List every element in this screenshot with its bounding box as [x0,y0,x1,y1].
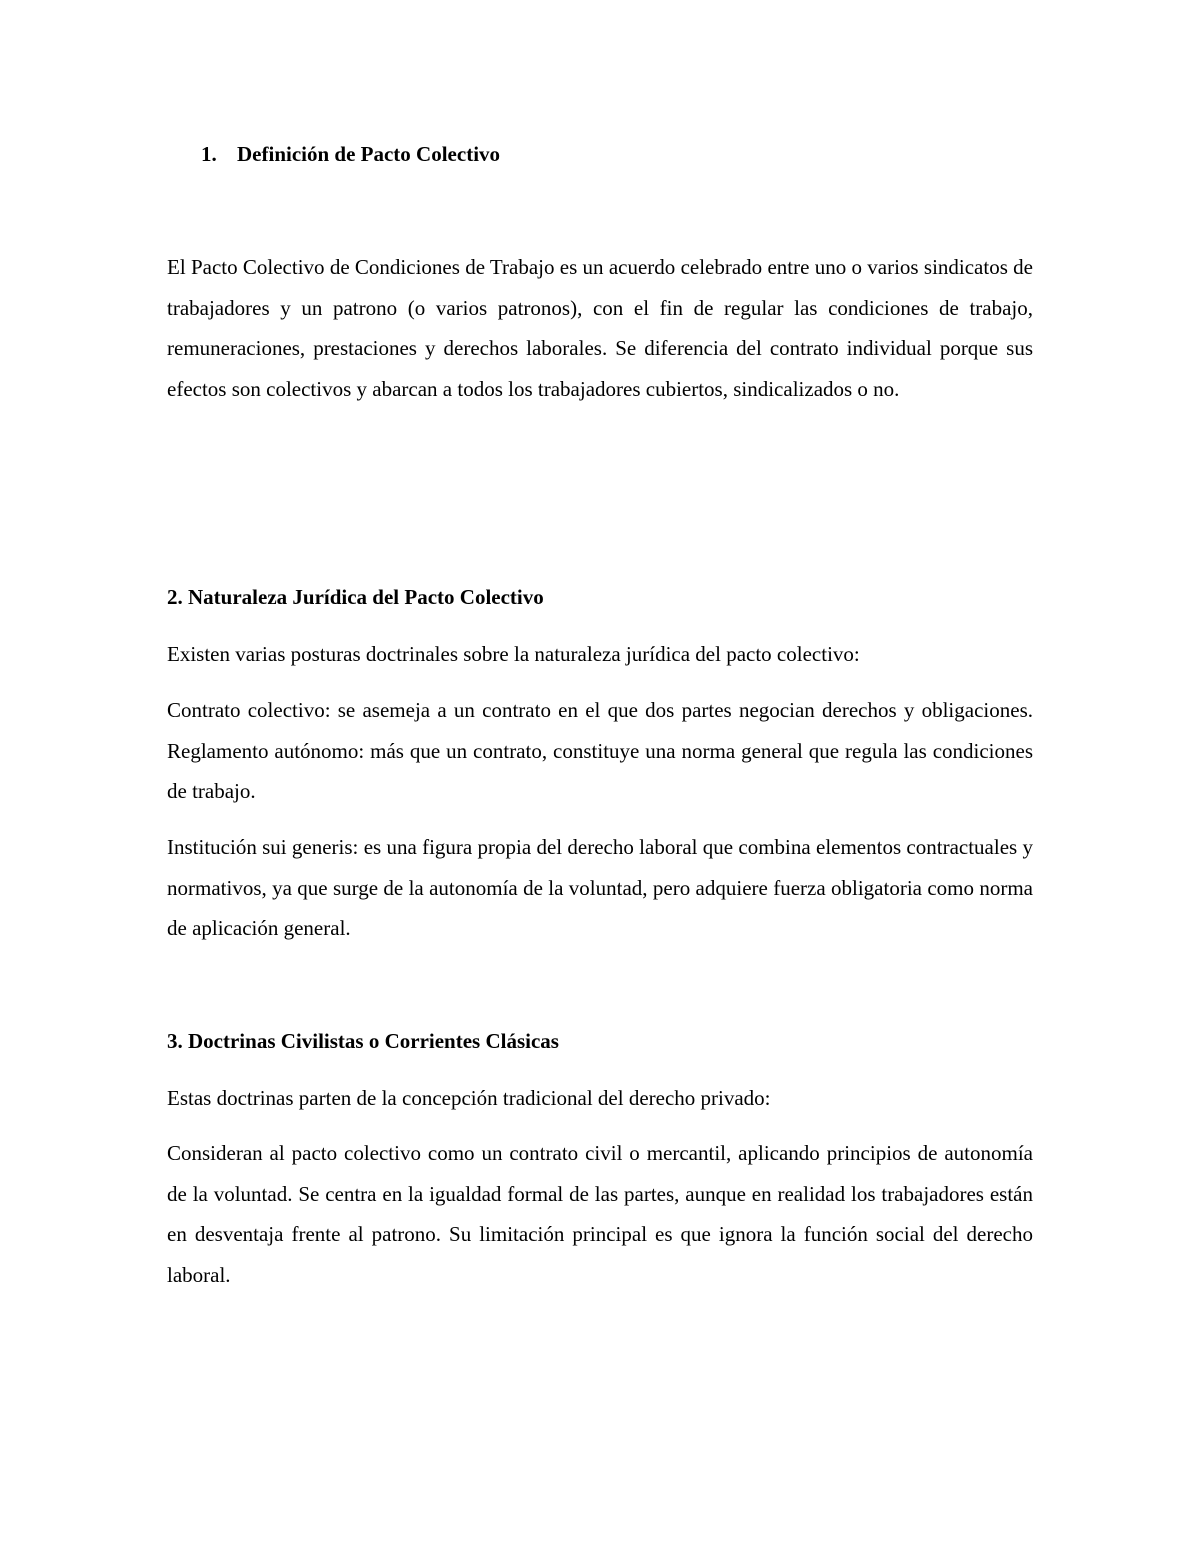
section-2-institution-paragraph: Institución sui generis: es una figura propia del derecho laboral que combina elementos contractuales y normativos, ya que surge de la autonomía de la voluntad, pero adquiere fuerza obligatoria como norma de aplicación general. [167,835,1033,941]
section-1-heading: Definición de Pacto Colectivo [237,142,501,166]
section-1-paragraph: El Pacto Colectivo de Condiciones de Trabajo es un acuerdo celebrado entre uno o varios sindicatos de trabajadores y un patrono (o varios patronos), con el fin de regular las condiciones de trabajo, remuneraciones, prestaciones y derechos laborales. Se diferencia del contrato individual porque sus efectos son colectivos y abarcan a todos los trabajadores cubiertos, sindicalizados o no. [167,255,1033,402]
section-1-number: 1. [201,142,217,166]
section-3-heading: 3. Doctrinas Civilistas o Corrientes Clásicas [167,1029,559,1053]
section-3-body-paragraph: Consideran al pacto colectivo como un contrato civil o mercantil, aplicando principios de autonomía de la voluntad. Se centra en la igualdad formal de las partes, aunque en realidad los trabajadores están en desventaja frente al patrono. Su limitación principal es que ignora la función social del derecho laboral. [167,1141,1033,1288]
section-2-contract-paragraph: Contrato colectivo: se asemeja a un contrato en el que dos partes negocian derechos y obligaciones. Reglamento autónomo: más que un contrato, constituye una norma general que regula las condiciones de trabajo. [167,698,1033,804]
section-2-heading: 2. Naturaleza Jurídica del Pacto Colectivo [167,585,544,609]
section-2-intro-paragraph: Existen varias posturas doctrinales sobre la naturaleza jurídica del pacto colectivo: [167,642,860,666]
section-3-intro-paragraph: Estas doctrinas parten de la concepción tradicional del derecho privado: [167,1086,771,1110]
